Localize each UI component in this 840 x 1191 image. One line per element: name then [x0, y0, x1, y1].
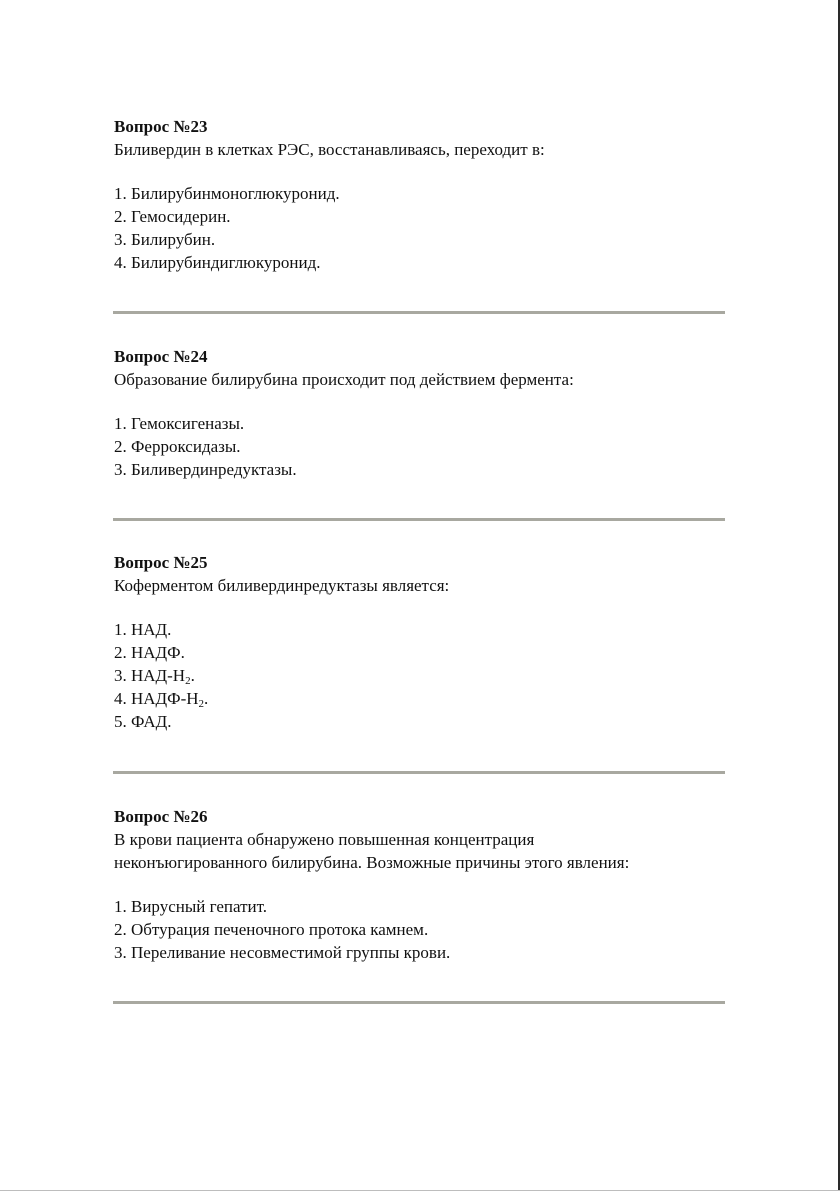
question-title: Вопрос №24	[114, 347, 208, 366]
answer-tail: .	[190, 666, 195, 685]
subscript: 2	[185, 675, 191, 687]
answer-option: 1. Вирусный гепатит.	[114, 897, 268, 916]
question-24	[114, 345, 734, 481]
question-text: Коферментом биливердинредуктазы является:	[114, 576, 450, 595]
question-text: Образование билирубина происходит под действием фермента:	[114, 370, 574, 389]
question-text: Биливердин в клетках РЭС, восстанавливаясь, переходит в:	[114, 140, 545, 159]
answer-option: 2. НАДФ.	[114, 643, 185, 662]
question-23	[114, 115, 734, 274]
answer-text: 3. НАД-Н	[114, 666, 186, 685]
answer-option: 3. Биливердинредуктазы.	[114, 460, 297, 479]
subscript: 2	[198, 698, 205, 710]
answer-list	[114, 412, 734, 481]
question-26	[114, 805, 734, 964]
answer-option	[114, 664, 734, 687]
answer-option: 5. ФАД.	[114, 712, 172, 731]
divider	[113, 1001, 725, 1004]
answer-option: 2. Ферроксидазы.	[114, 437, 241, 456]
question-text-line: В крови пациента обнаружено повышенная концентрация	[114, 830, 535, 849]
question-text-line: неконъюгированного билирубина. Возможные причины этого явления:	[114, 853, 630, 872]
answer-option: 2. Обтурация печеночного протока камнем.	[114, 920, 429, 939]
answer-option: 1. Билирубинмоноглюкуронид.	[114, 184, 340, 203]
answer-option	[114, 687, 734, 710]
answer-list	[114, 618, 734, 733]
answer-option: 1. Гемоксигеназы.	[114, 414, 245, 433]
question-25	[114, 551, 734, 733]
answer-tail: .	[204, 689, 209, 708]
question-title: Вопрос №25	[114, 553, 208, 572]
answer-text: 4. НАДФ-Н	[114, 689, 199, 708]
answer-option: 3. Билирубин.	[114, 230, 216, 249]
answer-list	[114, 895, 734, 964]
answer-option: 2. Гемосидерин.	[114, 207, 231, 226]
divider	[113, 771, 725, 774]
answer-list	[114, 182, 734, 274]
answer-option: 4. Билирубиндиглюкуронид.	[114, 253, 321, 272]
answer-option: 1. НАД.	[114, 620, 172, 639]
question-title: Вопрос №23	[114, 117, 208, 136]
question-title: Вопрос №26	[114, 807, 208, 826]
answer-option: 3. Переливание несовместимой группы крови.	[114, 943, 451, 962]
divider	[113, 518, 725, 521]
divider	[113, 311, 725, 314]
